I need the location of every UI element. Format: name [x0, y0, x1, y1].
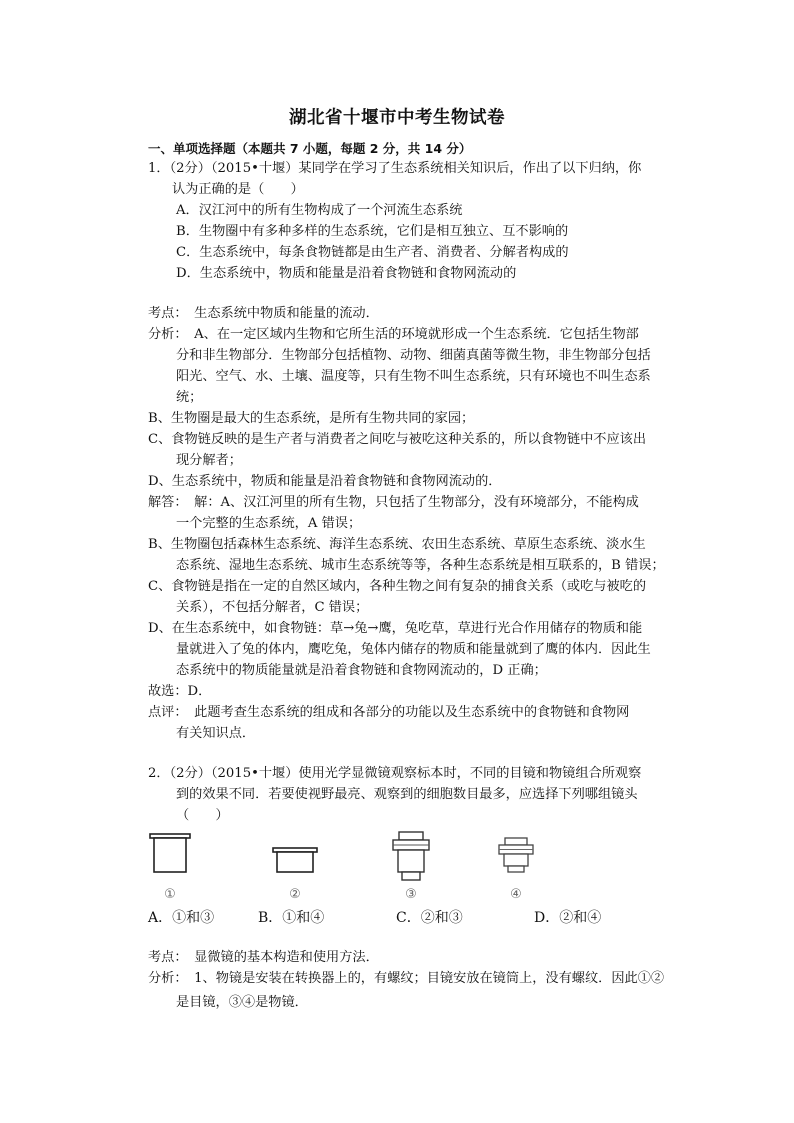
lens-3-icon — [393, 832, 429, 880]
question-2-option-a: A．①和③ — [148, 910, 215, 926]
question-1-option-c: C．生态系统中，每条食物链都是由生产者、消费者、分解者构成的 — [176, 245, 569, 260]
lens-3-label: ③ — [405, 887, 417, 902]
question-2-option-c: C．②和③ — [396, 910, 463, 926]
question-1-jieda-line: 态系统、湿地生态系统、城市生态系统等等，各种生态系统是相互联系的，B 错误； — [176, 558, 665, 573]
question-1-jieda-line: 关系），不包括分解者，C 错误； — [176, 600, 369, 615]
lens-4-label: ④ — [510, 887, 522, 902]
microscope-lens-figure — [140, 826, 550, 904]
lens-2-icon — [273, 848, 317, 872]
question-1-jieda-line: B、生物圈包括森林生态系统、海洋生态系统、农田生态系统、草原生态系统、淡水生 — [148, 537, 646, 552]
question-1-answer: 故选：D． — [148, 684, 212, 699]
question-2-fenxi-line: 分析： 1、物镜是安装在转换器上的，有螺纹；目镜安放在镜筒上，没有螺纹．因此①② — [148, 971, 665, 986]
lens-1-label: ① — [164, 887, 176, 902]
question-1-jieda-line: 态系统中的物质能量就是沿着食物链和食物网流动的，D 正确； — [176, 663, 547, 678]
section-heading: 一、单项选择题（本题共 7 小题，每题 2 分，共 14 分） — [148, 141, 472, 156]
question-1-kaodian: 考点： 生态系统中物质和能量的流动． — [148, 306, 379, 321]
question-2-stem-cont: 到的效果不同．若要使视野最亮、观察到的细胞数目最多，应选择下列哪组镜头 — [176, 787, 638, 802]
question-1-fenxi-line: 现分解者； — [176, 453, 242, 468]
lens-4-icon — [499, 838, 533, 872]
question-1-option-d: D．生态系统中，物质和能量是沿着食物链和食物网流动的 — [176, 266, 517, 281]
question-2-fenxi-line: 是目镜，③④是物镜． — [176, 995, 308, 1010]
question-1-fenxi-line: 分析： A、在一定区域内生物和它所生活的环境就形成一个生态系统．它包括生物部 — [148, 327, 639, 342]
question-2-stem: 2．（2分）（2015•十堰）使用光学显微镜观察标本时，不同的目镜和物镜组合所观察 — [148, 766, 642, 781]
question-1-fenxi-line: 阳光、空气、水、土壤、温度等，只有生物不叫生态系统，只有环境也不叫生态系 — [176, 369, 651, 384]
question-1-option-a: A．汉江河中的所有生物构成了一个河流生态系统 — [176, 203, 463, 218]
question-1-jieda-line: D、在生态系统中，如食物链：草→兔→鹰，兔吃草，草进行光合作用储存的物质和能 — [148, 621, 643, 636]
lens-1-icon — [150, 834, 190, 872]
lens-2-label: ② — [289, 887, 301, 902]
question-1-stem-cont: 认为正确的是（ ） — [172, 182, 304, 197]
question-1-fenxi-line: 统； — [176, 390, 203, 405]
page-title: 湖北省十堰市中考生物试卷 — [289, 108, 505, 128]
question-1-fenxi-line: B、生物圈是最大的生态系统，是所有生物共同的家园； — [148, 411, 475, 426]
question-1-fenxi-line: D、生态系统中，物质和能量是沿着食物链和食物网流动的． — [148, 474, 502, 489]
question-1-dianping: 点评： 此题考查生态系统的组成和各部分的功能以及生态系统中的食物链和食物网 — [148, 705, 630, 720]
question-1-fenxi-line: 分和非生物部分．生物部分包括植物、动物、细菌真菌等微生物，非生物部分包括 — [176, 348, 651, 363]
question-1-jieda-line: 一个完整的生态系统，A 错误； — [176, 516, 362, 531]
question-2-option-b: B．①和④ — [258, 910, 325, 926]
question-2-stem-blank: （ ） — [176, 808, 229, 823]
question-1-fenxi-line: C、食物链反映的是生产者与消费者之间吃与被吃这种关系的，所以食物链中不应该出 — [148, 432, 647, 447]
question-1-option-b: B．生物圈中有多种多样的生态系统，它们是相互独立、互不影响的 — [176, 224, 569, 239]
question-1-jieda-line: 量就进入了兔的体内，鹰吃兔，兔体内储存的物质和能量就到了鹰的体内．因此生 — [176, 642, 651, 657]
question-1-dianping-cont: 有关知识点． — [176, 726, 256, 741]
question-1-stem: 1．（2分）（2015•十堰）某同学在学习了生态系统相关知识后，作出了以下归纳，你 — [148, 161, 642, 176]
question-1-jieda-line: 解答： 解：A、汉江河里的所有生物，只包括了生物部分，没有环境部分，不能构成 — [148, 495, 639, 510]
question-2-kaodian: 考点： 显微镜的基本构造和使用方法． — [148, 950, 379, 965]
question-1-jieda-line: C、食物链是指在一定的自然区域内，各种生物之间有复杂的捕食关系（或吃与被吃的 — [148, 579, 647, 594]
question-2-option-d: D．②和④ — [534, 910, 602, 926]
